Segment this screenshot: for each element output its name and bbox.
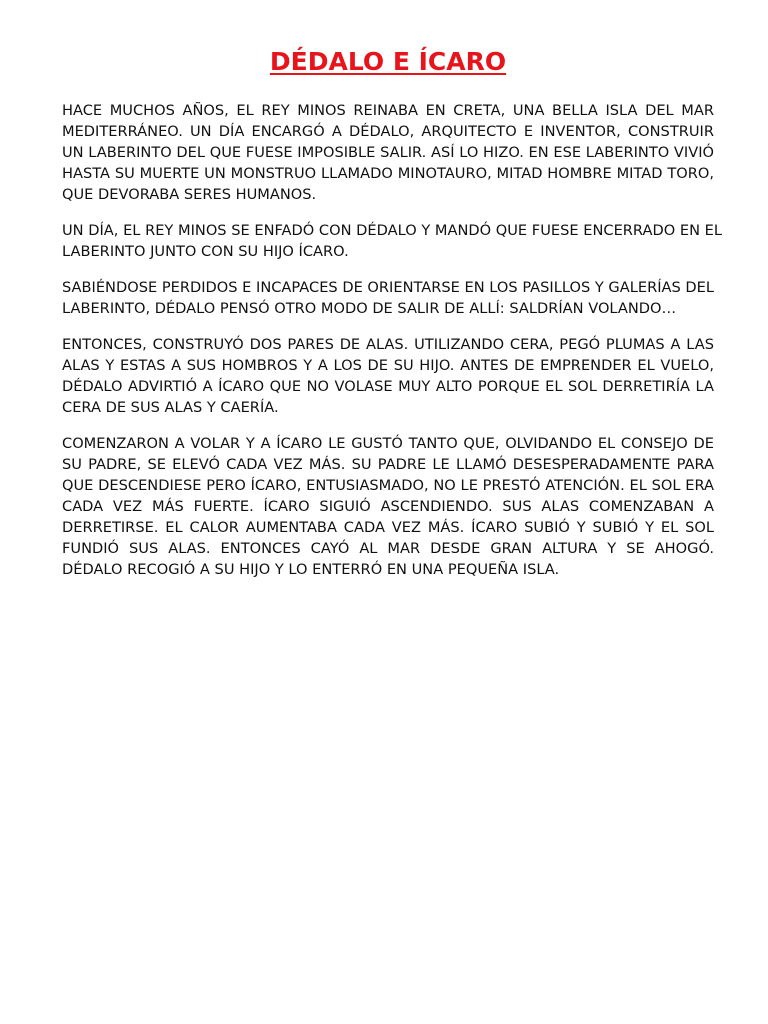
paragraph-4: ENTONCES, CONSTRUYÓ DOS PARES DE ALAS. UTILIZANDO CERA, PEGÓ PLUMAS A LAS ALAS Y ESTAS A SUS HOMBROS Y A LOS DE SU HIJO. ANTES DE EMPRENDER EL VUELO, DÉDALO ADVIRTIÓ A ÍCARO QUE NO VOLASE MUY ALTO PORQUE EL SOL DERRETIRÍA LA CERA DE SUS ALAS Y CAERÍA.	[62, 336, 714, 416]
document-title: DÉDALO E ÍCARO	[269, 47, 507, 76]
paragraph-1: HACE MUCHOS AÑOS, EL REY MINOS REINABA EN CRETA, UNA BELLA ISLA DEL MAR MEDITERRÁNEO. UN DÍA ENCARGÓ A DÉDALO, ARQUITECTO E INVENTOR, CONSTRUIR UN LABERINTO DEL QUE FUESE IMPOSIBLE SALIR. ASÍ LO HIZO. EN ESE LABERINTO VIVIÓ HASTA SU MUERTE UN MONSTRUO LLAMADO MINOTAURO, MITAD HOMBRE MITAD TORO, QUE DEVORABA SERES HUMANOS.	[62, 102, 714, 203]
paragraph-2: UN DÍA, EL REY MINOS SE ENFADÓ CON DÉDALO Y MANDÓ QUE FUESE ENCERRADO EN EL LABERINTO JUNTO CON SU HIJO ÍCARO.	[62, 222, 722, 260]
paragraph-3: SABIÉNDOSE PERDIDOS E INCAPACES DE ORIENTARSE EN LOS PASILLOS Y GALERÍAS DEL LABERINTO, DÉDALO PENSÓ OTRO MODO DE SALIR DE ALLÍ: SALDRÍAN VOLANDO…	[62, 279, 714, 317]
paragraph-5: COMENZARON A VOLAR Y A ÍCARO LE GUSTÓ TANTO QUE, OLVIDANDO EL CONSEJO DE SU PADRE, SE ELEVÓ CADA VEZ MÁS. SU PADRE LE LLAMÓ DESESPERADAMENTE PARA QUE DESCENDIESE PERO ÍCARO, ENTUSIASMADO, NO LE PRESTÓ ATENCIÓN. EL SOL ERA CADA VEZ MÁS FUERTE. ÍCARO SIGUIÓ ASCENDIENDO. SUS ALAS COMENZABAN A DERRETIRSE. EL CALOR AUMENTABA CADA VEZ MÁS. ÍCARO SUBIÓ Y SUBIÓ Y EL SOL FUNDIÓ SUS ALAS. ENTONCES CAYÓ AL MAR DESDE GRAN ALTURA Y SE AHOGÓ. DÉDALO RECOGIÓ A SU HIJO Y LO ENTERRÓ EN UNA PEQUEÑA ISLA.	[62, 435, 714, 578]
document-page	[62, 44, 722, 595]
